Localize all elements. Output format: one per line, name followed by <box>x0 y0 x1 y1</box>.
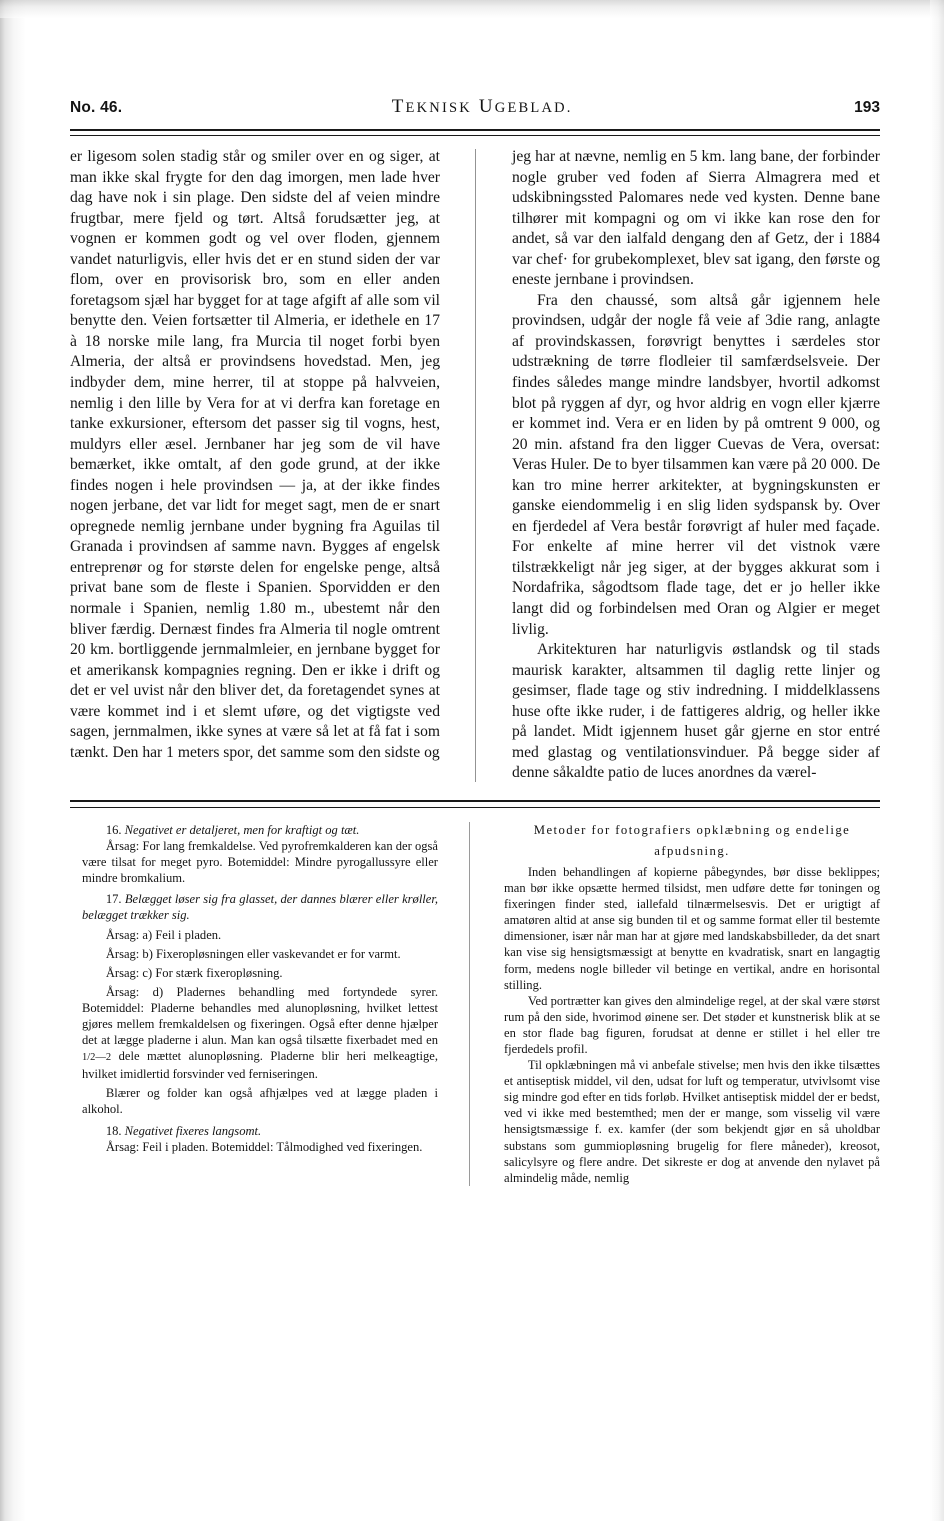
item-17-number: 17. <box>105 892 122 907</box>
item-17-cause-b: Årsag: b) Fixeropløsningen eller vaskevandet er for varmt. <box>105 946 401 961</box>
scan-edge-right <box>930 0 944 1521</box>
publication-title-part-1: T <box>391 96 406 117</box>
item-16-cause: Årsag: For lang fremkaldelse. Ved pyrofremkalderen kan der også være tilsat for meget pyro. Botemiddel: Mindre pyrogallussyre eller mindre bromkalium. <box>82 839 438 886</box>
item-17-cause-c: Årsag: c) For stærk fixeropløsning. <box>105 965 283 980</box>
paragraph: jeg har at nævne, nemlig en 5 km. lang bane, der forbinder nogle gruber ved foden af Sierra Almagrera med et udskibningssted Palomares nede ved kysten. Denne bane tilhører mit kompagni og om vi ikke kan rose den for andet, så var den ialfald dengang den af Getz, der i 1884 var chef· for grubekomplexet, blev sat igang, den første og eneste jernbane i provindsen. <box>512 148 880 289</box>
footer-right-column <box>484 822 880 1186</box>
item-17-cause-d-text-start: Årsag: d) Pladernes behandling med fortyndede syrer. Botemiddel: Pladerne behandles med alunopløsning, hvilket lettest gjøres mellem fremkaldelsen og fixeringen. Også efter denne hjælper det at lægge pladerne i alun. Man kan også tilsætte fixerbadet med en <box>82 984 438 1048</box>
item-18-heading <box>82 1123 438 1139</box>
section-rule <box>70 800 880 808</box>
item-17-extra-note: Blærer og folder kan også afhjælpes ved at lægge pladen i alkohol. <box>82 1086 438 1117</box>
footer-columns <box>70 822 880 1186</box>
page-content <box>70 96 880 1186</box>
paragraph: Fra den chaussé, som altså går igjennem hele provindsen, udgår der nogle få veie af 3die rang, anlagte af provindskassen, forøvrigt benyttes i særdeles stor udstrækning de tørre flodleier til samfærdselsveie. Der findes således mange mindre landsbyer, hvortil adkomst blot på ryggen af dyr, og hvor aldrig en vogn eller kjærre er kommet ind. Vera er en liden by på omtrent 9 000, og 20 min. afstand fra den ligger Cuevas de Vera, oversat: Veras Huler. De to byer tilsammen kan være på 20 000. De kan tro mine herrer arkitekter, at bygningskunsten er ganske eiendommelig i en slig liden sydspansk by. Over en fjerdedel af Vera består forøvrigt af huler med façade. For enkelte af mine herrer vil det vistnok være tilstrækkeligt når jeg siger, at der bygges akkurat som i Nordafrika, sågodtsom flade tage, det er jo heller ikke langt did og forbindelsen med Oran og Algier er meget livlig. <box>512 291 880 638</box>
paragraph: Ved portrætter kan gives den almindelige regel, at der skal være størst rum på den side, hvorimod øinene ser. Det støder et kunstnerisk blik at se en stor flade bag figuren, forudsat at denne er stillet i hel eller tre fjerdedels profil. <box>504 993 880 1056</box>
item-16-heading <box>82 822 438 838</box>
paragraph: Inden behandlingen af kopierne påbegyndes, bør disse beklippes; man bør ikke opsætte hermed tilsidst, men udføre dette før toningen og fixeringen finder sted, iallefald tilnærmelsesvis. Det er urigtigt af amatøren altid at anse sig bunden til et og samme format eller til bestemte dimensioner, især når man har at gjøre med landskabsbilleder, da det snart kan vise sig hensigtsmæssigt at benytte en kvadratisk, snart en langagtig form, medens nogle billeder vil betinge en vertikal, andre en horisontal stilling. <box>504 864 880 992</box>
header-rule <box>70 129 880 136</box>
footer-section-heading-line-2: afpudsning. <box>654 843 730 858</box>
article-left-column <box>70 147 458 784</box>
scan-edge-top <box>0 0 944 18</box>
paragraph: Til opklæbningen må vi anbefale stivelse; men hvis den ikke tilsættes et antiseptisk middel, vil den, udsat for luft og temperatur, utvivlsomt vise sig mindre god efter en tids forløb. Hvilket antiseptisk middel der er bedst, ved vi ikke med bestemthed; men der er mange, som visselig vil være hensigtsmæssige f. ex. kamfer (der som bekjendt gjør en så uholdbar substans som gummiopløsning brugelig for flere måneder), kreosot, salicylsyre og flere andre. Det sikreste er dog at anvende den nylavet på almindelig måde, nemlig <box>504 1058 880 1185</box>
item-17-heading <box>82 891 438 923</box>
item-17-cause-a: Årsag: a) Feil i pladen. <box>105 927 222 942</box>
paragraph: er ligesom solen stadig står og smiler over en og siger, at man ikke skal frygte for den dag imorgen, men lade hver dag have nok i sin plage. Den sidste del af veien mindre frugtbar, mere fjeld og tørt. Altså forudsætter jeg, at vognen er kommen godt og vel over floden, gjennem vandet naturligvis, eller hvis det er en stund siden der var flom, over en provisorisk bro, som en eller anden foretagsom sjæl har bygget for at tage afgift af alle som vil benytte den. Veien fortsætter til Almeria, er idethele en 17 à 18 norske mile lang, fra Murcia til noget forbi byen Almeria, der altså er provindsens hovedstad. Men, jeg indbyder dem, mine herrer, til at stoppe på halvveien, nemlig i den lille by Vera for at vi derfra kan foretage en tanke exkursioner, eftersom det passer sig til vogns, hest, muldyrs eller æsel. Jernbaner har jeg som de vil have bemærket, ikke omtalt, af den gode grund, at der ikke findes nogen i hele provindsen — ja, at der ikke findes nogen jerbane, det var lidt for meget sagt, men de er snart opregnede nemlig jernbane under bygning fra Aguilas til Granada i provindsen af samme navn. Bygges af engelsk entreprenør og for største delen for engelske penge, altså privat bane som de fleste i Spanien. Sporvidden er den normale i Spanien, nemlig 1.80 m., ubestemt når den bliver færdig. Dernæst findes fra Almeria til nogle omtrent 20 km. bortliggende jernmalmleier, en jernbane bygget for et amerikansk kompagnies regning. Den er ikke i drift og det er vel uvist når den bliver det, da foretagendet synes at være kommet ind i et slemt uføre, og det vigtigste ved sagen, jernmalmen, ikke synes at være så let at få fat i som tænkt. Den har 1 meters spor, det samme som den sidste og <box>70 148 440 761</box>
item-17-title: Belægget løser sig fra glasset, der dannes blærer eller krøller, belægget trækker sig. <box>82 892 438 923</box>
article-right-column <box>492 147 880 784</box>
publication-title-part-2: EKNISK <box>405 100 472 116</box>
scan-edge-left <box>0 0 26 1521</box>
item-18-title: Negativet fixeres langsomt. <box>124 1123 262 1138</box>
publication-title-part-4: GEBLAD. <box>494 100 573 116</box>
footer-column-divider <box>452 822 484 1186</box>
publication-title-part-3: U <box>478 96 495 117</box>
article-columns <box>70 147 880 784</box>
item-16-number: 16. <box>105 822 122 837</box>
item-17-fraction: 1/2—2 <box>82 1052 112 1064</box>
item-18-number: 18. <box>105 1123 122 1138</box>
column-divider <box>458 147 492 784</box>
footer-left-column <box>70 822 452 1186</box>
item-16-title: Negativet er detaljeret, men for kraftigt og tæt. <box>124 822 360 837</box>
footer-section-heading-line-1: Metoder for fotografiers opklæbning og endelige <box>533 822 851 837</box>
paragraph: Arkitekturen har naturligvis østlandsk og til stads maurisk karakter, altsammen til daglig rette linjer og gesimser, flade tage og stiv indredning. I middelklassens huse ofte ikke ruder, i de fattigeres aldrig, og heller ikke på landet. Midt igjennem huset går gjerne en stor entré med glastag og ventilationsvinduer. På begge sider af denne såkaldte patio de luces anordnes da værel- <box>512 641 880 782</box>
publication-title <box>392 96 573 118</box>
issue-number: No. 46. <box>70 99 123 116</box>
item-18-cause: Årsag: Feil i pladen. Botemiddel: Tålmodighed ved fixeringen. <box>105 1139 423 1154</box>
item-17-cause-d-text-end: dele mættet alunopløsning. Pladerne blir heri melkeagtige, hvilket imidlertid forsvinder ved ferniseringen. <box>82 1049 438 1082</box>
running-head <box>70 96 880 124</box>
page-number: 193 <box>854 99 880 116</box>
item-17-cause-d <box>82 984 438 1083</box>
